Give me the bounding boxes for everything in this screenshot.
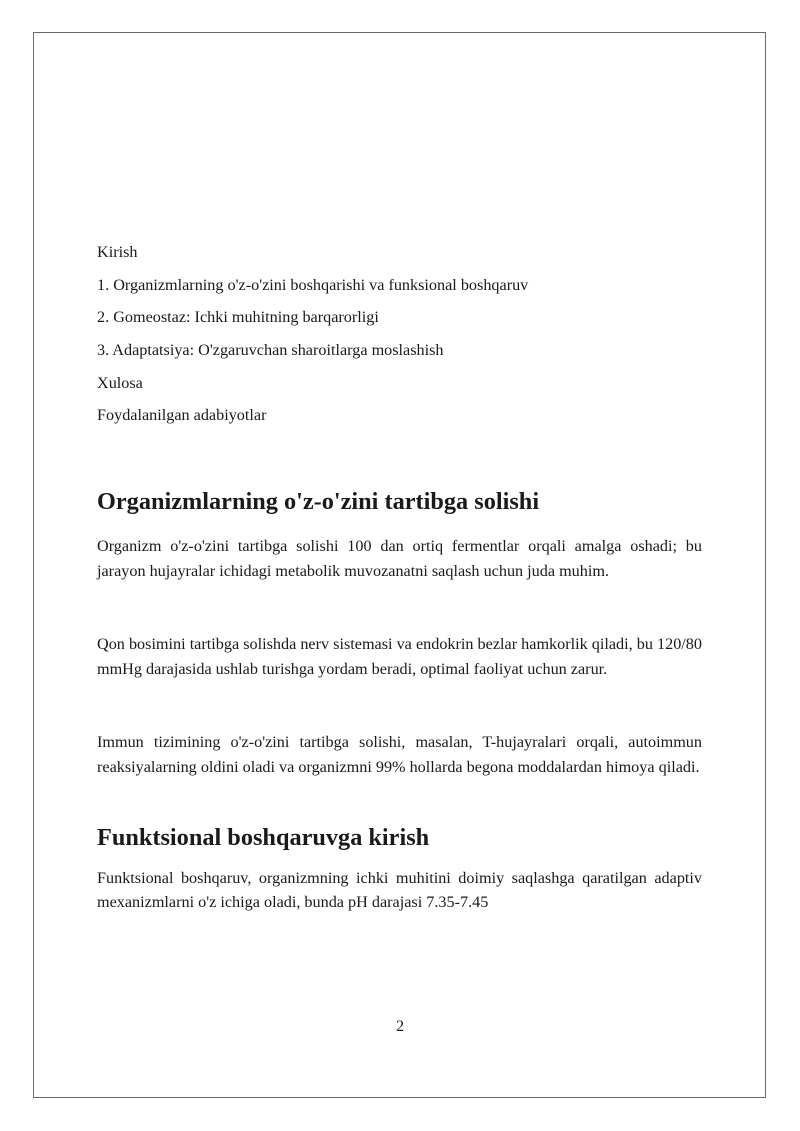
document-body: [97, 240, 702, 915]
paragraph: Qon bosimini tartibga solishda nerv sistemasi va endokrin bezlar hamkorlik qiladi, bu 120/80 mmHg darajasida ushlab turishga yordam beradi, optimal faoliyat uchun zarur.: [97, 635, 702, 678]
page-number: 2: [395, 1017, 405, 1035]
toc-item-conclusion: Xulosa: [97, 373, 143, 392]
toc-item-references: Foydalanilgan adabiyotlar: [97, 406, 267, 425]
paragraph: Immun tizimining o'z-o'zini tartibga solishi, masalan, T-hujayralari orqali, autoimmun reaksiyalarning oldini oladi va organizmni 99% hollarda begona moddalardan himoya qiladi.: [97, 733, 702, 776]
toc-item-introduction: Kirish: [97, 243, 138, 261]
toc-item-chapter-1: 1. Organizmlarning o'z-o'zini boshqarishi va funksional boshqaruv: [97, 275, 529, 294]
toc-item-chapter-2: 2. Gomeostaz: Ichki muhitning barqarorligi: [97, 308, 379, 327]
section-heading: Funktsional boshqaruvga kirish: [97, 824, 430, 852]
table-of-contents: [97, 240, 702, 428]
section-heading: Organizmlarning o'z-o'zini tartibga solishi: [97, 487, 540, 515]
paragraph: Organizm o'z-o'zini tartibga solishi 100 dan ortiq fermentlar orqali amalga oshadi; bu jarayon hujayralar ichidagi metabolik muvozanatni saqlash uchun juda muhim.: [97, 537, 702, 580]
paragraph: Funktsional boshqaruv, organizmning ichki muhitini doimiy saqlashga qaratilgan adaptiv mexanizmlarni o'z ichiga oladi, bunda pH darajasi 7.35-7.45: [97, 868, 702, 912]
toc-item-chapter-3: 3. Adaptatsiya: O'zgaruvchan sharoitlarga moslashish: [97, 341, 444, 360]
